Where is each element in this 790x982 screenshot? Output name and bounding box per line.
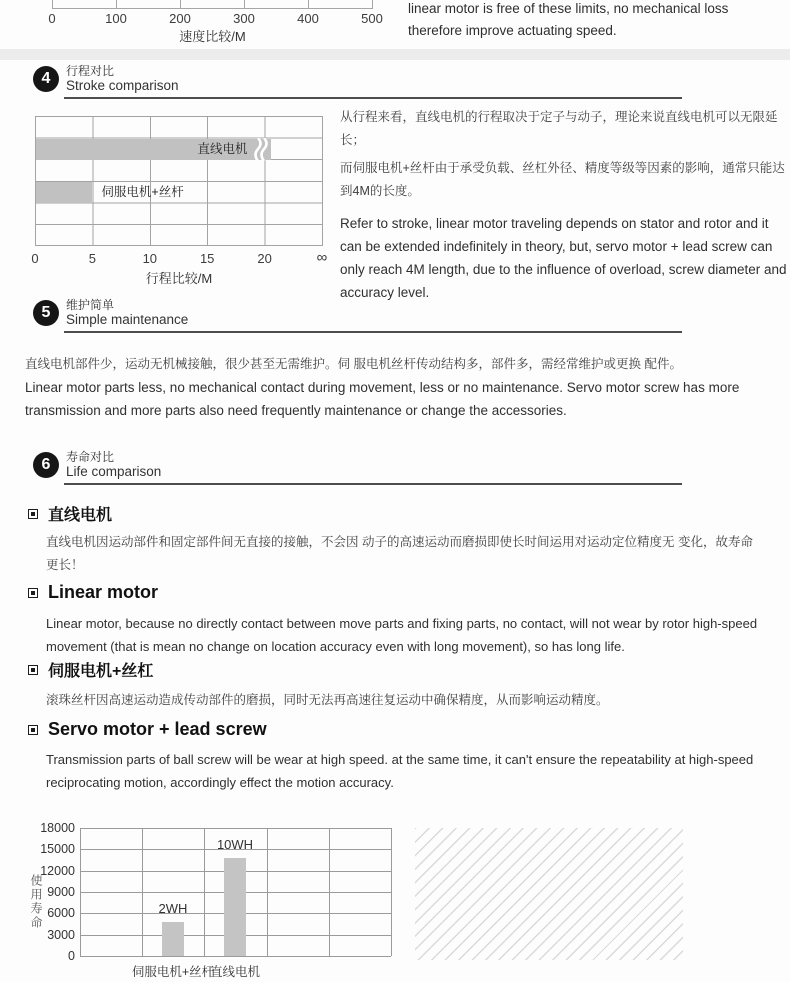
life-chart-categories: [80, 962, 391, 978]
life-gridline-v: [142, 828, 143, 956]
life-ytick-label: 12000: [40, 863, 75, 878]
section-title-en: Simple maintenance: [66, 312, 189, 327]
life-item-heading-text: 伺服电机+丝杠: [48, 663, 154, 680]
section-rule: [64, 97, 682, 99]
stroke-bar: [36, 139, 271, 160]
stroke-bar-label: 直线电机: [197, 141, 248, 156]
stroke-paragraph-zh-1: 从行程来看，直线电机的行程取决于定子与动子，理论来说直线电机可以无限延长；: [340, 110, 778, 147]
stroke-tick-label: ∞: [316, 249, 328, 266]
section-titles: [66, 64, 179, 94]
speed-gridline: [308, 0, 309, 8]
life-chart-plot: [80, 828, 391, 956]
section-titles: [66, 450, 161, 480]
life-ytick-label: 18000: [40, 821, 75, 835]
maintenance-body-zh: 直线电机部件少，运动无机械接触，很少甚至无需维护。伺 服电机丝杆传动结构多，部件多，需经常维护或更换 配件。: [25, 357, 682, 371]
stroke-tick-label: 10: [142, 251, 158, 266]
life-bar-annotation: 2WH: [158, 900, 188, 916]
section-rule: [64, 331, 682, 333]
square-bullet-icon: [28, 588, 38, 598]
section-rule: [64, 483, 682, 485]
section-number-badge: 6: [33, 452, 59, 478]
stroke-comparison-chart: [31, 112, 335, 286]
square-bullet-icon: [28, 665, 38, 675]
speed-tick-label: 0: [48, 11, 56, 26]
square-bullet-icon: [28, 509, 38, 519]
section-title-zh: 维护简单: [66, 298, 115, 312]
speed-gridline: [244, 0, 245, 8]
speed-paragraph-en: [408, 0, 778, 42]
life-bar: [224, 858, 246, 956]
speed-gridline: [372, 0, 373, 8]
hatched-placeholder: [415, 828, 683, 960]
stroke-tick-label: 5: [88, 251, 96, 266]
stroke-paragraph-zh-2: 而伺服电机+丝杆由于承受负载、丝杠外径、精度等级等因素的影响，通常只能达到4M的长度。: [340, 161, 785, 198]
stroke-tick-label: 20: [257, 251, 272, 266]
life-item-heading-text: Linear motor: [48, 582, 159, 602]
speed-tick-label: 300: [233, 11, 255, 26]
stroke-paragraphs: [340, 106, 788, 309]
section-titles: [66, 298, 188, 328]
life-item-body-linear-zh: 直线电机因运动部件和固定部件间无直接的接触，不会因 动子的高速运动而磨损即使长时间运用对运动定位精度无 变化，故寿命更长！: [46, 535, 753, 572]
stroke-chart-xlabel: 行程比较/M: [145, 271, 213, 286]
life-gridline-h: [80, 956, 391, 957]
life-comparison-chart: [25, 822, 417, 982]
life-gridline-v: [329, 828, 330, 956]
stroke-chart-grid: [35, 116, 323, 246]
stroke-bar-label: 伺服电机+丝杆: [101, 184, 184, 199]
life-category-label: 直线电机: [209, 965, 260, 979]
speed-tick-label: 400: [297, 11, 319, 26]
section-header-life: [33, 450, 682, 488]
life-gridline-v: [80, 828, 81, 956]
section-header-maintenance: [33, 298, 682, 336]
life-ytick-label: 6000: [47, 906, 75, 921]
section-number-badge: 5: [33, 300, 59, 326]
life-ytick-label: 9000: [47, 885, 75, 899]
stroke-tick-label: 15: [199, 251, 215, 266]
bar-break-mark: [254, 138, 270, 161]
section-divider-band: [0, 49, 790, 60]
life-bar-annotation: 10WH: [216, 836, 254, 852]
section-header-stroke: [33, 64, 682, 102]
life-item-heading-text: Servo motor + lead screw: [48, 719, 267, 739]
life-item-heading-servo-zh: [28, 658, 153, 681]
speed-paragraph-line: linear motor is free of these limits, no mechanical loss: [408, 1, 729, 16]
speed-paragraph-line: therefore improve actuating speed.: [408, 23, 617, 38]
speed-gridline: [52, 0, 53, 8]
stroke-chart-ticks: [31, 249, 328, 266]
section-title-zh: 寿命对比: [66, 450, 115, 464]
maintenance-body-en: Linear motor parts less, no mechanical contact during movement, less or no maintenance. Servo motor screw has more transmission and more parts also need frequently maintenance or change the accessories.: [25, 380, 740, 418]
speed-chart-axis: [52, 8, 373, 9]
stroke-tick-label: 0: [31, 251, 39, 266]
life-item-heading-text: 直线电机: [48, 507, 113, 524]
section-title-en: Stroke comparison: [66, 78, 179, 93]
life-ytick-label: 15000: [40, 842, 75, 857]
life-item-heading-linear-en: [28, 582, 158, 603]
life-item-body-servo-zh: 滚珠丝杆因高速运动造成传动部件的磨损，同时无法再高速往复运动中确保精度，从而影响运动精度。: [46, 693, 609, 707]
life-gridline-h: [80, 828, 391, 829]
speed-gridline: [180, 0, 181, 8]
life-item-heading-linear-zh: [28, 502, 112, 525]
life-item-body-linear-en: Linear motor, because no directly contact between move parts and fixing parts, no contact, will not wear by rotor high-speed movement (that is mean no change on location accuracy even with long movement), so has long life.: [46, 616, 758, 654]
life-gridline-v: [267, 828, 268, 956]
square-bullet-icon: [28, 725, 38, 735]
speed-tick-label: 200: [169, 11, 191, 26]
life-category-label: 伺服电机+丝杆: [131, 965, 215, 979]
life-chart-ylabel: 使用寿命: [29, 874, 43, 930]
life-item-heading-servo-en: [28, 719, 267, 740]
stroke-paragraph-en: Refer to stroke, linear motor traveling depends on stator and rotor and it can be extended indefinitely in theory, but, servo motor + lead screw can only reach 4M length, due to the influence of overload, screw diameter and accuracy level.: [340, 216, 787, 300]
section-number-badge: 4: [33, 66, 59, 92]
stroke-bar: [36, 182, 92, 203]
section-title-zh: 行程对比: [66, 64, 115, 78]
speed-tick-label: 500: [361, 11, 383, 26]
speed-tick-label: 100: [105, 11, 127, 26]
section-title-en: Life comparison: [66, 464, 162, 479]
life-bar: [162, 922, 184, 956]
life-item-body-servo-en: Transmission parts of ball screw will be wear at high speed. at the same time, it can't ensure the repeatability at high-speed reciprocating motion, accordingly effect the motion accuracy.: [46, 752, 754, 790]
speed-comparison-chart: [34, 0, 384, 46]
life-gridline-v: [391, 828, 392, 956]
speed-gridline: [116, 0, 117, 8]
life-ytick-label: 3000: [47, 927, 75, 942]
speed-chart-xlabel: 速度比较/M: [179, 29, 246, 44]
life-ytick-label: 0: [68, 949, 75, 963]
